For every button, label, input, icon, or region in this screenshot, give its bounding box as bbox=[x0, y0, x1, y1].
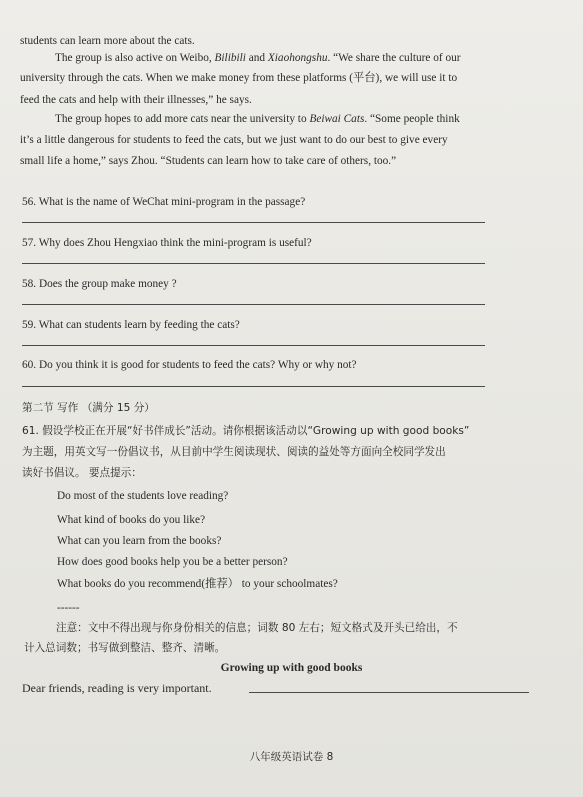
passage-paragraph-3-line-3: small life a home,” says Zhou. “Students can learn how to take care of others, too.” bbox=[20, 155, 397, 167]
answer-line-56[interactable] bbox=[22, 222, 485, 223]
question-56: 56. What is the name of WeChat mini-program in the passage? bbox=[22, 196, 306, 208]
question-60: 60. Do you think it is good for students to feed the cats? Why or why not? bbox=[22, 359, 357, 371]
writing-section-heading: 第二节 写作 （满分 15 分） bbox=[22, 402, 155, 414]
hint-item: What kind of books do you like? bbox=[57, 514, 206, 526]
hint-item: Do most of the students love reading? bbox=[57, 490, 229, 502]
passage-paragraph-2-line-1: The group is also active on Weibo, Bilibili and Xiaohongshu. “We share the culture of our bbox=[55, 52, 461, 64]
hint-item: How does good books help you be a better person? bbox=[57, 556, 288, 568]
hint-item: What books do you recommend(推荐） to your schoolmates? bbox=[57, 578, 338, 590]
essay-opening: Dear friends, reading is very important. bbox=[22, 681, 212, 695]
answer-line-59[interactable] bbox=[22, 345, 485, 346]
passage-paragraph-3-line-1: The group hopes to add more cats near the university to Beiwai Cats. “Some people think bbox=[55, 113, 460, 125]
note-line-2: 计入总词数；书写做到整洁、整齐、清晰。 bbox=[24, 642, 226, 654]
passage-paragraph-3-line-2: it’s a little dangerous for students to feed the cats, but we just want to do our best to give every bbox=[20, 134, 448, 146]
passage-paragraph-2-line-3: feed the cats and help with their illnesses,” he says. bbox=[20, 94, 252, 106]
passage-paragraph-2-line-2: university through the cats. When we make money from these platforms (平台), we will use it to bbox=[20, 72, 458, 84]
question-57: 57. Why does Zhou Hengxiao think the mini-program is useful? bbox=[22, 237, 312, 249]
essay-writing-line[interactable] bbox=[249, 692, 529, 693]
question-58: 58. Does the group make money ? bbox=[22, 278, 177, 290]
page-footer: 八年级英语试卷 8 bbox=[249, 751, 334, 763]
question-59: 59. What can students learn by feeding the cats? bbox=[22, 319, 240, 331]
question-61-line-3: 读好书倡议。 要点提示： bbox=[22, 467, 142, 479]
passage-line: students can learn more about the cats. bbox=[20, 35, 195, 47]
note-line-1: 注意：文中不得出现与你身份相关的信息；词数 80 左右；短文格式及开头已给出，不 bbox=[56, 622, 458, 634]
hint-dashes: ------ bbox=[57, 602, 80, 614]
answer-line-57[interactable] bbox=[22, 263, 485, 264]
essay-title: Growing up with good books bbox=[220, 662, 363, 674]
question-61-line-1: 61. 假设学校正在开展“好书伴成长”活动。请你根据该活动以“Growing up with good books” bbox=[22, 425, 470, 437]
answer-line-58[interactable] bbox=[22, 304, 485, 305]
answer-line-60[interactable] bbox=[22, 386, 485, 387]
hint-item: What can you learn from the books? bbox=[57, 535, 222, 547]
question-61-line-2: 为主题，用英文写一份倡议书，从目前中学生阅读现状、阅读的益处等方面向全校同学发出 bbox=[22, 446, 446, 458]
